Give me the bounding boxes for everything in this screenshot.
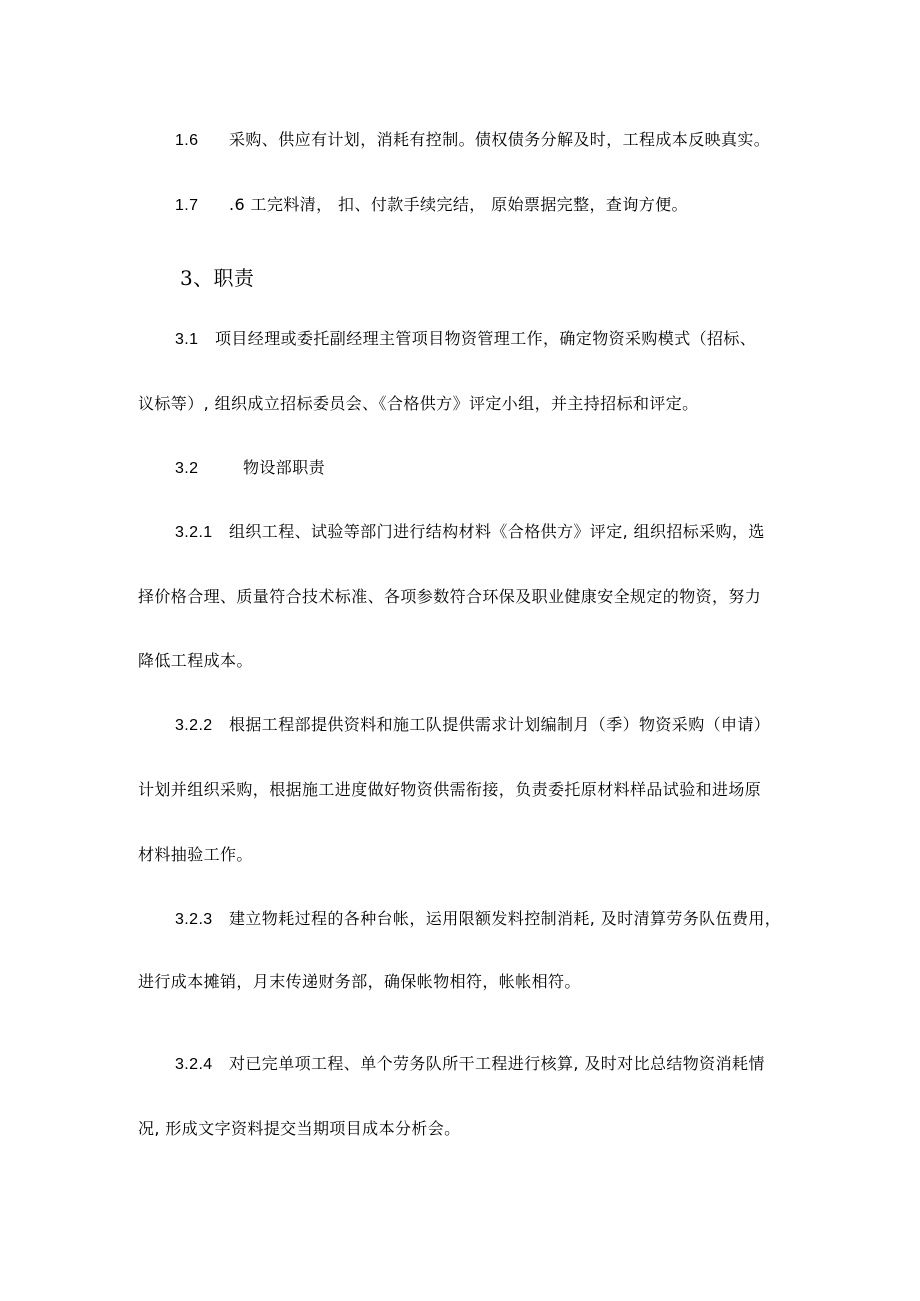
item-1-6: [175, 130, 770, 151]
para-3-2-2-line-2: 计划并组织采购，根据施工进度做好物资供需衔接，负责委托原材料样品试验和进场原: [138, 780, 762, 799]
item-1-7: [175, 195, 688, 216]
para-3-2-2-line-1: [175, 715, 770, 736]
para-3-1-line-1: [175, 329, 756, 350]
para-3-2-1-line-3: 降低工程成本。: [138, 651, 253, 670]
para-number: 3.2: [175, 460, 199, 477]
para-number: 3.2.4: [175, 1056, 213, 1073]
para-3-2: [175, 458, 325, 479]
para-text: 建立物耗过程的各种台帐，运用限额发料控制消耗, 及时清算劳务队伍费用，: [229, 909, 782, 928]
para-text: 组织工程、试验等部门进行结构材料《合格供方》评定, 组织招标采购，选: [229, 522, 765, 541]
para-3-2-3-line-2: 进行成本摊销，月末传递财务部，确保帐物相符，帐帐相符。: [138, 972, 581, 991]
para-text: 根据工程部提供资料和施工队提供需求计划编制月（季）物资采购（申请）: [229, 715, 771, 734]
para-number: 3.2.2: [175, 717, 213, 734]
para-3-2-2-line-3: 材料抽验工作。: [138, 845, 253, 864]
para-3-2-4-line-1: [175, 1054, 765, 1075]
para-3-2-1-line-1: [175, 522, 765, 543]
para-number: 3.1: [175, 331, 199, 348]
para-3-1-line-2: 议标等）, 组织成立招标委员会、《合格供方》评定小组，并主持招标和评定。: [138, 394, 699, 413]
para-3-2-3-line-1: [175, 909, 781, 930]
para-3-2-1-line-2: 择价格合理、质量符合技术标准、各项参数符合环保及职业健康安全规定的物资，努力: [138, 587, 762, 606]
para-text: 对已完单项工程、单个劳务队所干工程进行核算, 及时对比总结物资消耗情: [229, 1054, 765, 1073]
para-text: 项目经理或委托副经理主管项目物资管理工作，确定物资采购模式（招标、: [215, 329, 757, 348]
para-number: 3.2.3: [175, 911, 213, 928]
item-number: 1.6: [175, 132, 199, 149]
item-text: .6 工完料清， 扣、付款手续完结， 原始票据完整，查询方便。: [229, 195, 688, 214]
para-title: 物设部职责: [243, 458, 326, 477]
item-number: 1.7: [175, 197, 199, 214]
section-heading: 3、职责: [180, 266, 255, 290]
item-text: 采购、供应有计划，消耗有控制。债权债务分解及时，工程成本反映真实。: [229, 130, 771, 149]
para-number: 3.2.1: [175, 524, 213, 541]
para-3-2-4-line-2: 况, 形成文字资料提交当期项目成本分析会。: [138, 1119, 461, 1138]
